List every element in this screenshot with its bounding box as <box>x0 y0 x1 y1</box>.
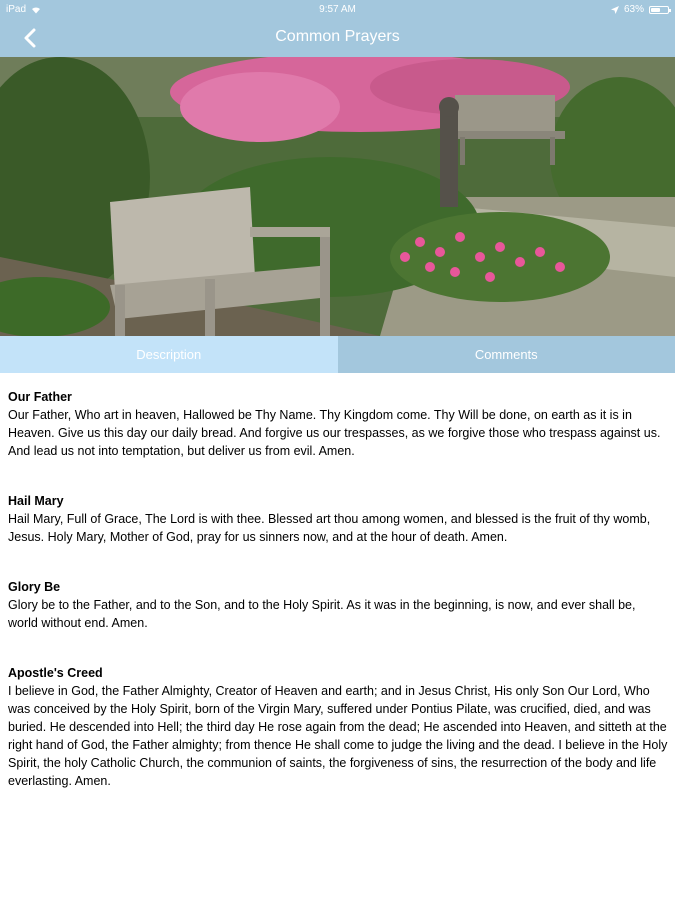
prayer-title: Our Father <box>8 390 72 404</box>
hero-image <box>0 57 675 336</box>
prayer-glory-be <box>8 578 668 632</box>
prayer-text: Glory be to the Father, and to the Son, and to the Holy Spirit. As it was in the beginning, is now, and ever shall be, world without end. Amen. <box>8 598 636 630</box>
page-title: Common Prayers <box>275 28 400 45</box>
battery-fill <box>651 8 660 12</box>
prayer-title: Glory Be <box>8 580 61 594</box>
status-time: 9:57 AM <box>319 4 356 15</box>
battery-percent: 63% <box>623 4 644 15</box>
battery-icon <box>649 6 669 14</box>
tab-bar <box>0 336 675 373</box>
status-right <box>611 4 669 15</box>
garden-image <box>0 57 675 336</box>
prayer-title: Hail Mary <box>8 494 64 508</box>
navigation-bar <box>0 20 675 57</box>
prayer-apostles-creed <box>8 664 668 790</box>
tab-description[interactable]: Description <box>0 336 338 373</box>
device-label: iPad <box>6 4 27 15</box>
tab-comments[interactable]: Comments <box>338 336 675 373</box>
prayer-text: Hail Mary, Full of Grace, The Lord is with thee. Blessed art thou among women, and blessed is the fruit of thy womb, Jesus. Holy Mary, Mother of God, pray for us sinners now, and at the hour of death. Amen. <box>8 512 651 544</box>
location-arrow-icon <box>611 6 619 14</box>
prayer-hail-mary <box>8 492 668 546</box>
prayer-list <box>8 388 668 822</box>
prayer-our-father <box>8 388 668 460</box>
prayer-title: Apostle's Creed <box>8 666 103 680</box>
prayer-text: Our Father, Who art in heaven, Hallowed be Thy Name. Thy Kingdom come. Thy Will be done, on earth as it is in Heaven. Give us this day our daily bread. And forgive us our trespasses, as we forgive those who trespass against us. And lead us not into temptation, but deliver us from evil. Amen. <box>8 408 661 458</box>
prayer-text: I believe in God, the Father Almighty, Creator of Heaven and earth; and in Jesus Christ, His only Son Our Lord, Who was conceived by the Holy Spirit, born of the Virgin Mary, suffered under Pontius Pilate, was crucified, died, and was buried. He descended into Hell; the third day He rose again from the dead; He ascended into Heaven, and sitteth at the right hand of God, the Father almighty; from thence He shall come to judge the living and the dead. I believe in the Holy Spirit, the holy Catholic Church, the communion of saints, the forgiveness of sins, the resurrection of the body and life everlasting. Amen. <box>8 684 668 788</box>
status-bar <box>0 0 675 20</box>
